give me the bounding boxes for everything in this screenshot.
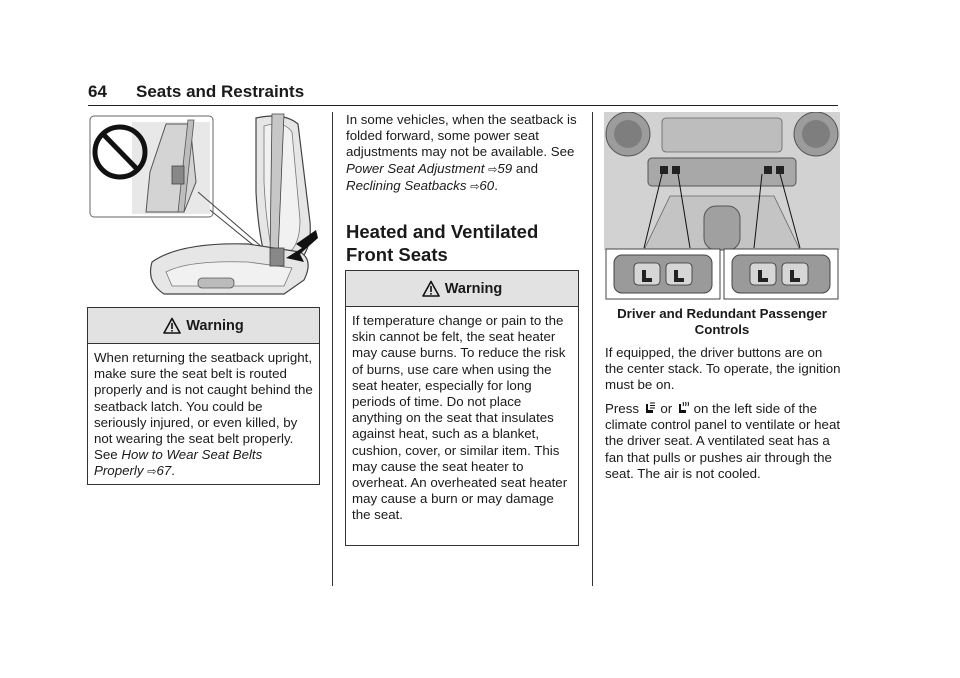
page-ref-arrow-icon: ⇨ bbox=[147, 466, 157, 479]
column-divider-right bbox=[592, 112, 593, 586]
section-title: Seats and Restraints bbox=[136, 82, 305, 101]
column-divider-left bbox=[332, 112, 333, 586]
driver-buttons-paragraph: If equipped, the driver buttons are on the center stack. To operate, the ignition must be on. bbox=[605, 345, 841, 393]
warning-box-heater bbox=[345, 270, 579, 546]
press-buttons-paragraph bbox=[605, 401, 841, 482]
warning-header bbox=[88, 308, 319, 344]
page-header bbox=[88, 82, 838, 106]
warning-period: . bbox=[171, 463, 175, 479]
intro-period: . bbox=[494, 177, 498, 193]
ventilated-seat-icon bbox=[643, 401, 657, 415]
inset-seat-detail bbox=[132, 120, 210, 214]
warning-triangle-icon bbox=[422, 280, 440, 298]
link-page-60[interactable]: 60 bbox=[479, 177, 495, 193]
warning-box-seatbelt bbox=[87, 307, 320, 485]
passenger-seat-buttons-closeup bbox=[724, 249, 838, 299]
warning-triangle-icon bbox=[163, 317, 181, 335]
heated-seat-icon bbox=[676, 401, 690, 415]
page-ref-arrow-icon: ⇨ bbox=[488, 163, 498, 176]
link-reclining-seatbacks[interactable]: Reclining Seatbacks bbox=[346, 177, 467, 193]
press-rest-text: on the left side of the climate control panel to ventilate or heat the driver seat. A ventilated seat has a fan that pulls or pushes air through the seat. The air is not cooled. bbox=[605, 401, 841, 481]
intro-text: In some vehicles, when the seatback is folded forward, some power seat adjustments may not be available. See bbox=[346, 112, 577, 160]
console-gear-lever bbox=[644, 196, 800, 250]
page-number: 64 bbox=[88, 82, 107, 101]
link-page-67[interactable]: 67 bbox=[156, 463, 172, 479]
dashboard-vents bbox=[606, 112, 838, 156]
warning-text: When returning the seatback upright, make sure the seat belt is routed properly and is not caught behind the seatback latch. You could be seriously injured, or even killed, by not wearing the seat belt properly. See bbox=[94, 350, 313, 463]
link-power-seat-adjustment[interactable]: Power Seat Adjustment bbox=[346, 160, 485, 176]
center-stack-panel bbox=[648, 158, 796, 186]
press-text: Press bbox=[605, 401, 643, 416]
link-seat-belts[interactable]: How to Wear Seat Belts Properly bbox=[94, 447, 263, 479]
or-text: or bbox=[656, 401, 676, 416]
warning-header bbox=[346, 271, 578, 307]
warning-body bbox=[88, 344, 319, 487]
intro-and: and bbox=[512, 160, 539, 176]
seatback-folded-paragraph bbox=[346, 112, 586, 195]
driver-seat-buttons-closeup bbox=[606, 249, 720, 299]
warning-text: If temperature change or pain to the skin cannot be felt, the seat heater may cause burns. To reduce the risk of burns, use care when using the seat heater, especially for long periods of time. Do not place anything on the seat that insulates against heat, such as a blanket, cushion, cover, or similar item. This may cause the seat heater to overheat. An overheated seat heater may cause a burn or may damage the seat. bbox=[352, 313, 568, 523]
seatback-latch-illustration bbox=[88, 112, 321, 302]
link-page-59[interactable]: 59 bbox=[497, 160, 513, 176]
warning-title: Warning bbox=[186, 317, 244, 334]
climate-control-illustration bbox=[604, 112, 840, 302]
warning-title: Warning bbox=[444, 280, 503, 297]
figure-caption: Driver and Redundant Passenger Controls bbox=[617, 306, 827, 337]
page-ref-arrow-icon: ⇨ bbox=[470, 180, 480, 193]
section-heading: Heated and Ventilated Front Seats bbox=[346, 221, 539, 265]
